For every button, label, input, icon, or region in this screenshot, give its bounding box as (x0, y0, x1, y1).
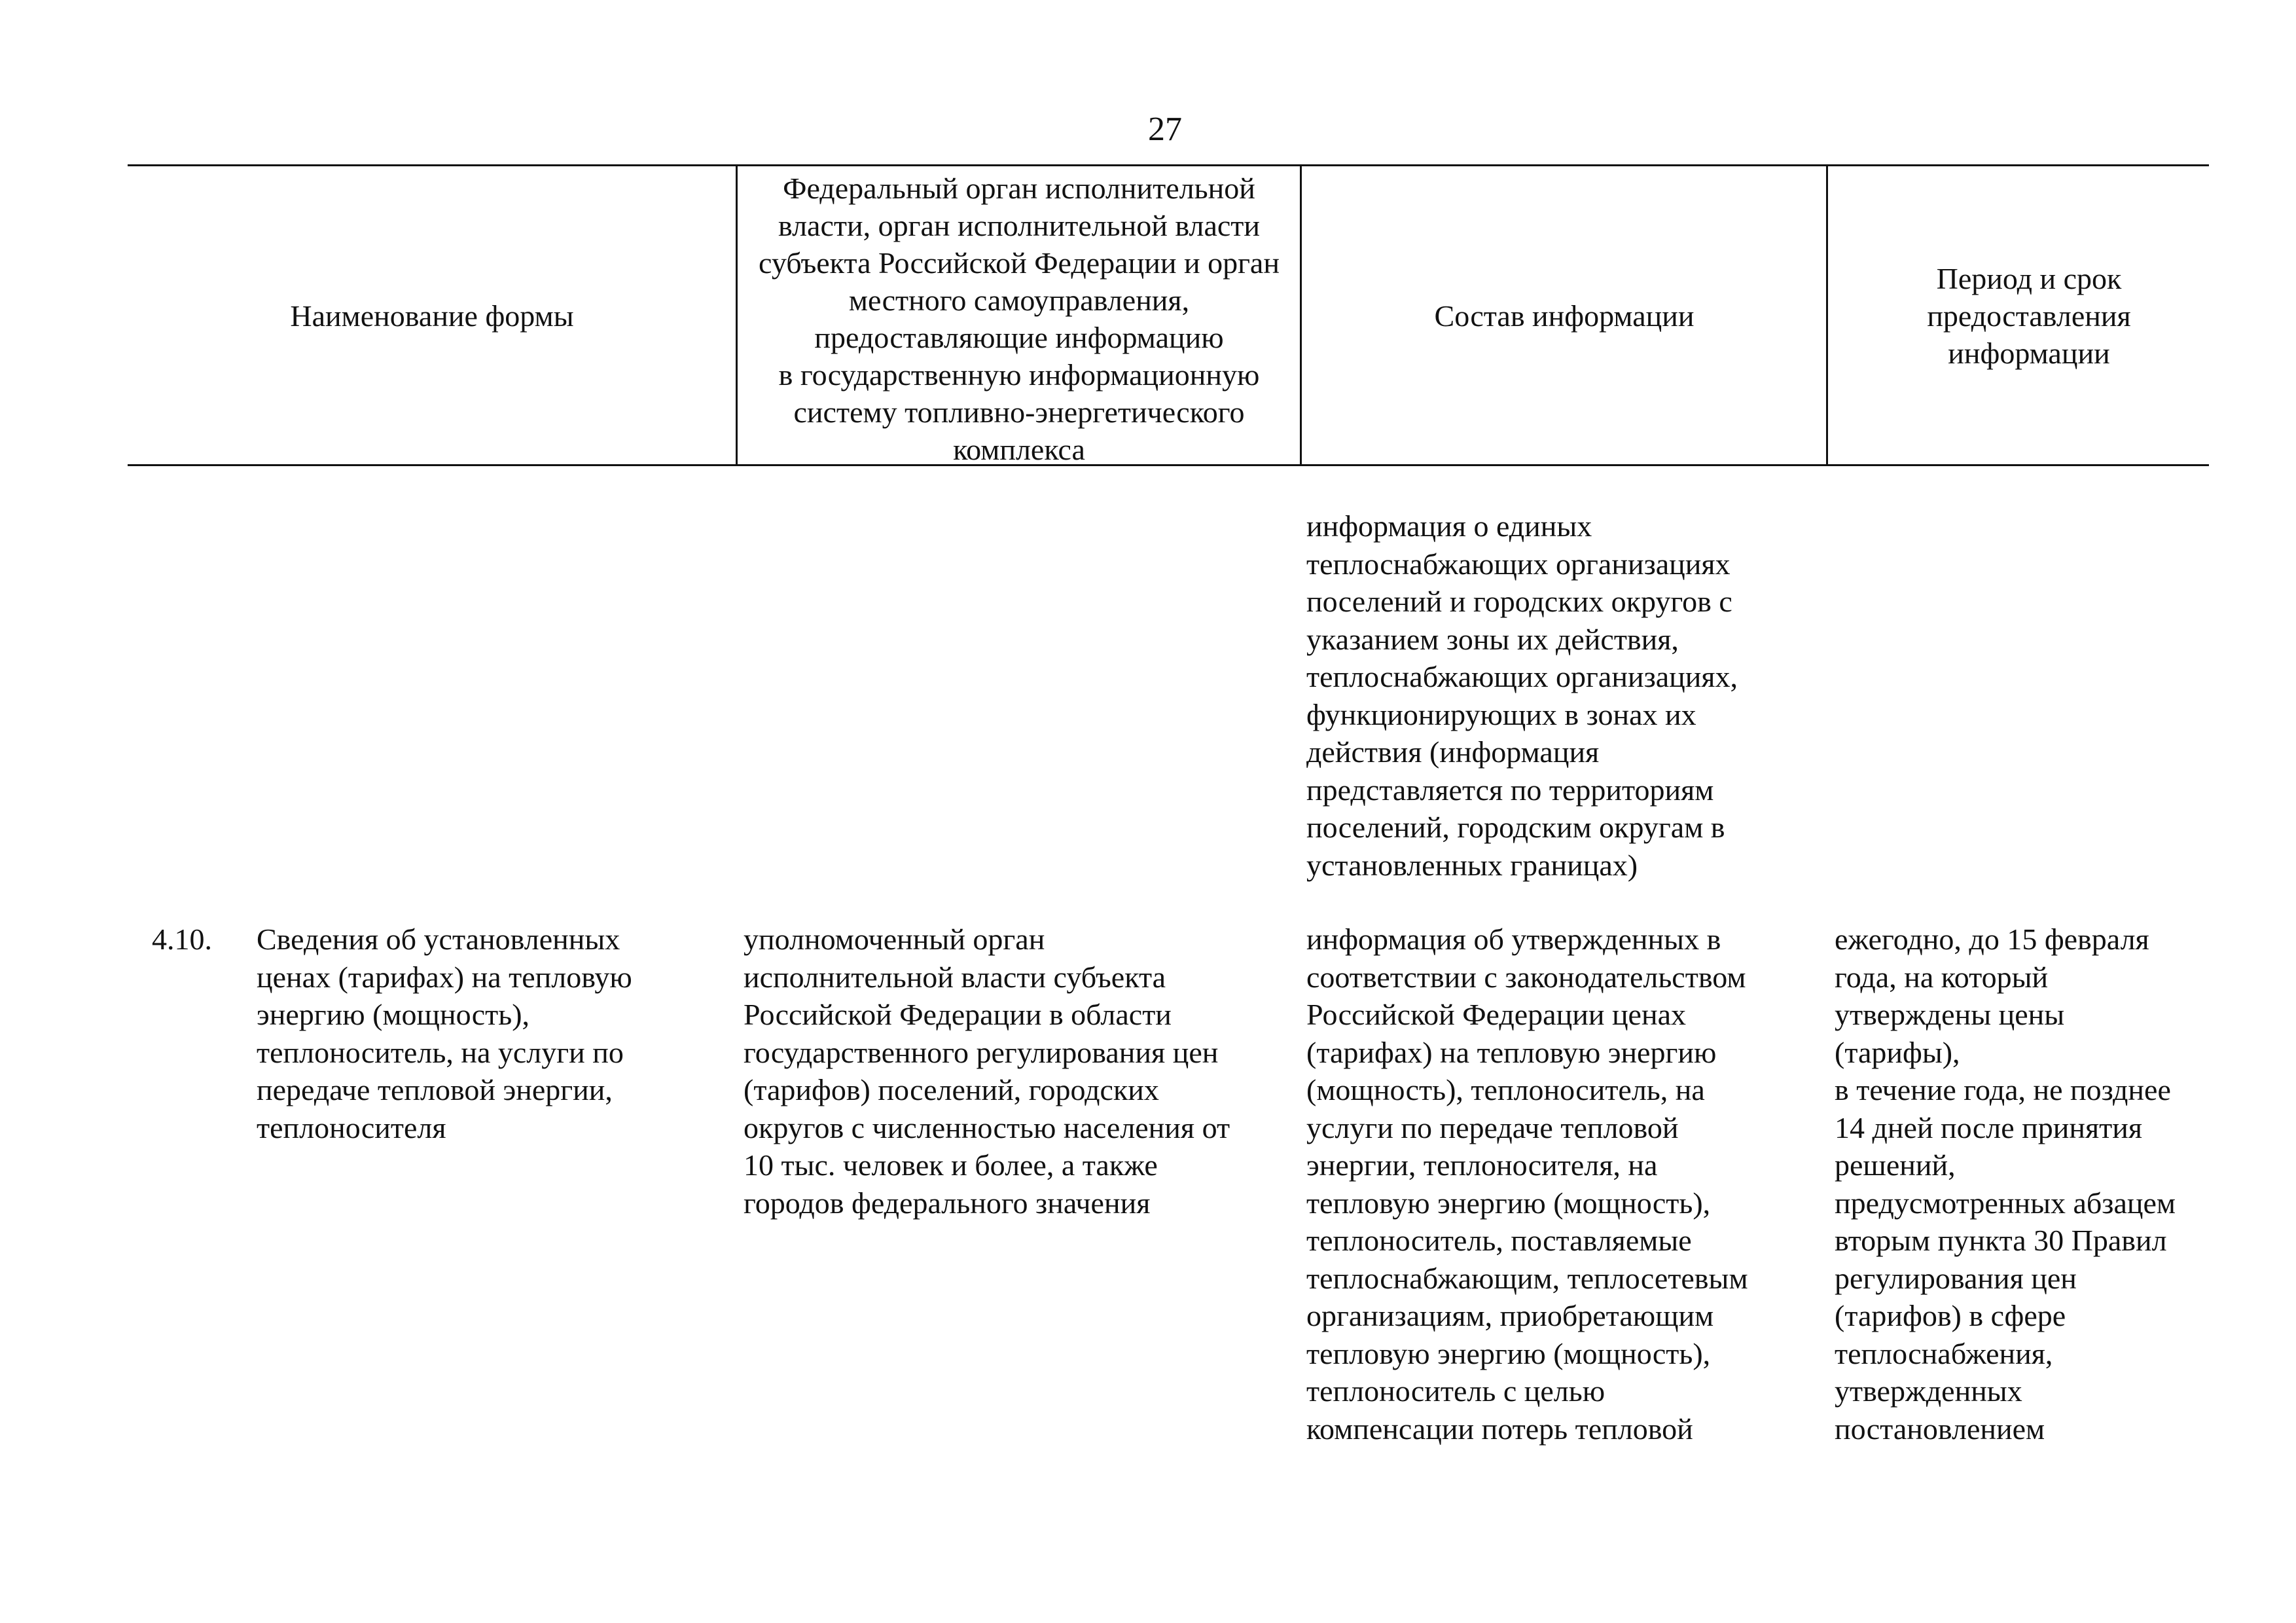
column-divider-3 (1826, 165, 1828, 466)
header-top-rule (128, 164, 2209, 166)
row-content-cell: информация об утвержденных в соответствии с законодательством Российской Федерации ценах (тарифах) на тепловую энергию (мощность), теплоноситель, на услуги по передаче тепловой энергии, теплоносителя, на тепловую энергию (мощность), теплоноситель, поставляемые теплоснабжающим, теплосетевым организациям, приобретающим тепловую энергию (мощность), теплоноситель с целью компенсации потерь тепловой (1306, 922, 1748, 1446)
column-divider-2 (1300, 165, 1302, 466)
header-form-name: Наименование формы (290, 299, 574, 333)
page-number: 27 (1148, 111, 1182, 148)
continuation-content-cell: информация о единых теплоснабжающих организациях поселений и городских округов с указанием зоны их действия, теплоснабжающих организациях, функционирующих в зонах их действия (информация представляется по территориям поселений, городским округам в установленных границах) (1306, 509, 1738, 882)
row-period-cell: ежегодно, до 15 февраля года, на который утверждены цены (тарифы), в течение года, не позднее 14 дней после принятия решений, предусмотренных абзацем вторым пункта 30 Правил регулирования цен (тарифов) в сфере теплоснабжения, утвержденных постановлением (1835, 922, 2176, 1446)
header-period: Период и срок предоставления информации (1927, 262, 2131, 370)
row-authority-cell: уполномоченный орган исполнительной власти субъекта Российской Федерации в области государственного регулирования цен (тарифов) поселений, городских округов с численностью населения от 10 тыс. человек и более, а также городов федерального значения (744, 922, 1230, 1220)
header-content: Состав информации (1434, 299, 1695, 333)
header-authority: Федеральный орган исполнительной власти, орган исполнительной власти субъекта Российской Федерации и орган местного самоуправления, предоставляющие информацию в государственную информационную систему топливно-энергетического комплекса (759, 171, 1280, 466)
row-number: 4.10. (152, 922, 212, 956)
row-form-name-cell: Сведения об установленных ценах (тарифах) на тепловую энергию (мощность), теплоноситель, на услуги по передаче тепловой энергии, теплоносителя (257, 922, 632, 1144)
column-divider-1 (736, 165, 738, 466)
